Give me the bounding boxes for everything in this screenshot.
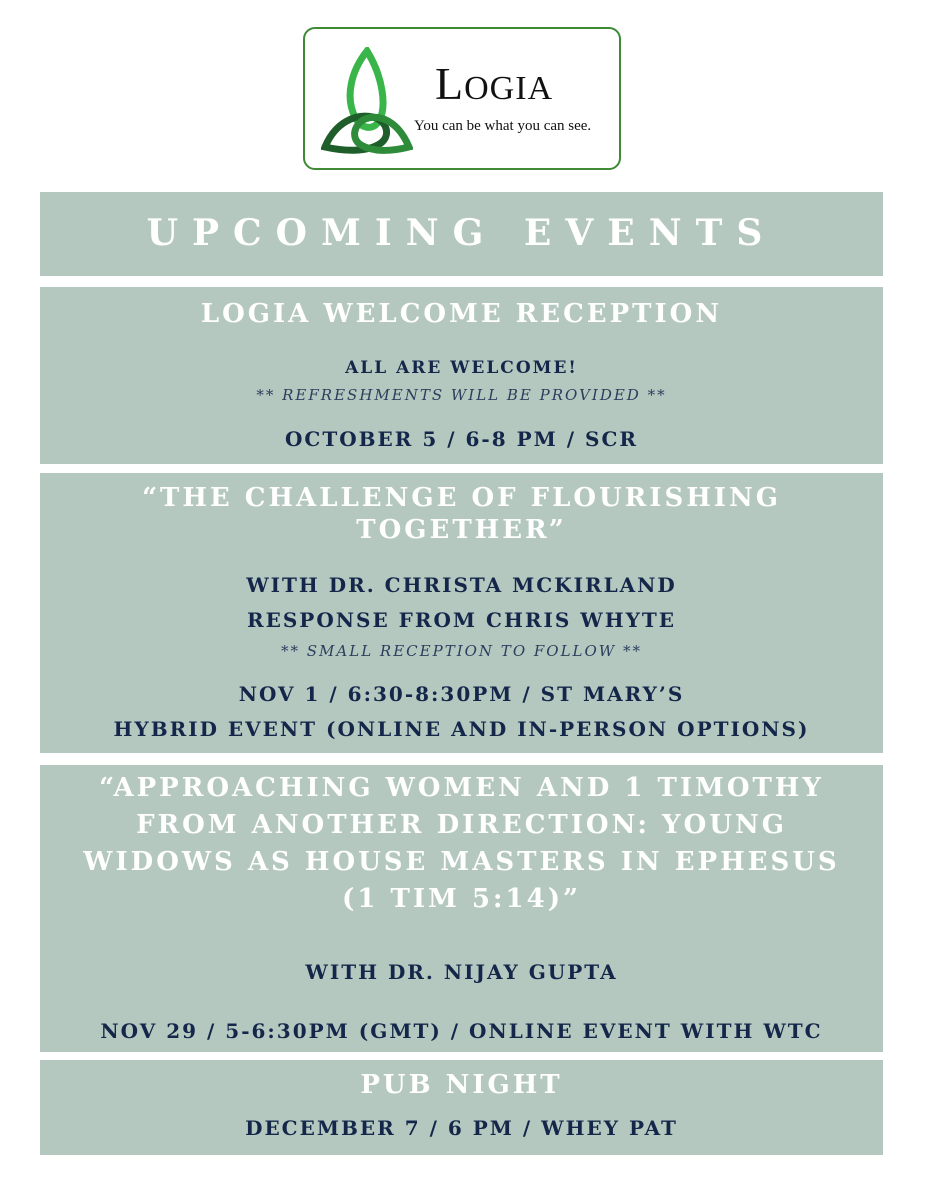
event-details: NOV 29 / 5-6:30PM (GMT) / ONLINE EVENT WITH WTC [100,1019,823,1043]
event-speaker: WITH DR. CHRISTA MCKIRLAND [246,573,677,597]
event-response: RESPONSE FROM CHRIS WHYTE [246,608,676,632]
event-details: OCTOBER 5 / 6-8 PM / SCR [284,427,638,451]
page-title: UPCOMING EVENTS [146,212,777,254]
event-note: ** REFRESHMENTS WILL BE PROVIDED ** [256,386,667,404]
event-card-welcome [40,287,883,464]
header-panel [40,192,883,276]
logo-name: LOGIA [435,58,554,109]
event-note: ** SMALL RECEPTION TO FOLLOW ** [281,642,642,660]
event-title-line: TOGETHER” [356,515,567,545]
event-card-timothy [40,765,883,1052]
event-title-line: “APPROACHING WOMEN AND 1 TIMOTHY [99,773,824,803]
event-card-flourishing [40,473,883,753]
logo-tagline: You can be what you can see. [414,118,592,134]
event-title-line: (1 TIM 5:14)” [342,884,581,914]
event-card-pub-night [40,1060,883,1155]
event-subtitle: ALL ARE WELCOME! [345,358,578,378]
event-title-line: “THE CHALLENGE OF FLOURISHING [142,483,781,513]
event-format: HYBRID EVENT (ONLINE AND IN-PERSON OPTIONS) [113,717,810,741]
event-title-line: FROM ANOTHER DIRECTION: YOUNG [136,810,787,840]
event-title: PUB NIGHT [360,1070,563,1100]
triquetra-icon [321,47,413,155]
logo [303,27,621,170]
event-title-line: WIDOWS AS HOUSE MASTERS IN EPHESUS [83,847,840,877]
event-details: DECEMBER 7 / 6 PM / WHEY PAT [245,1116,678,1140]
event-speaker: WITH DR. NIJAY GUPTA [305,960,618,984]
event-details: NOV 1 / 6:30-8:30PM / ST MARY’S [238,682,685,706]
event-title: LOGIA WELCOME RECEPTION [200,299,723,329]
